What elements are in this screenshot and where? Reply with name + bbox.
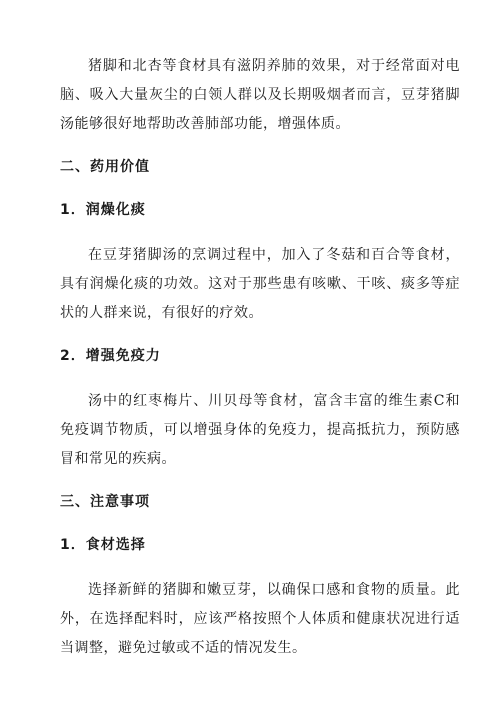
paragraph-immunity: 汤中的红枣梅片、川贝母等食材，富含丰富的维生素C和免疫调节物质，可以增强身体的免疫力，提高抵抗力，预防感冒和常见的疾病。 — [60, 393, 460, 467]
intro-paragraph: 猪脚和北杏等食材具有滋阴养肺的效果，对于经常面对电脑、吸入大量灰尘的白领人群以及长期吸烟者而言，豆芽猪脚汤能够很好地帮助改善肺部功能，增强体质。 — [60, 58, 460, 132]
paragraph-ingredient-selection: 选择新鲜的猪脚和嫩豆芽，以确保口感和食物的质量。此外，在选择配料时，应该严格按照个人体质和健康状况进行适当调整，避免过敏或不适的情况发生。 — [60, 582, 460, 656]
subheading-immunity: 2．增强免疫力 — [60, 348, 161, 364]
section-heading-medicinal-value: 二、药用价值 — [60, 159, 150, 175]
document-page — [60, 52, 460, 663]
subheading-moisten-dryness: 1．润燥化痰 — [60, 202, 146, 218]
section-heading-precautions: 三、注意事项 — [60, 494, 150, 510]
subheading-ingredient-selection: 1．食材选择 — [60, 537, 146, 553]
paragraph-moisten-dryness: 在豆芽猪脚汤的烹调过程中，加入了冬菇和百合等食材，具有润燥化痰的功效。这对于那些患有咳嗽、干咳、痰多等症状的人群来说，有很好的疗效。 — [60, 247, 460, 321]
